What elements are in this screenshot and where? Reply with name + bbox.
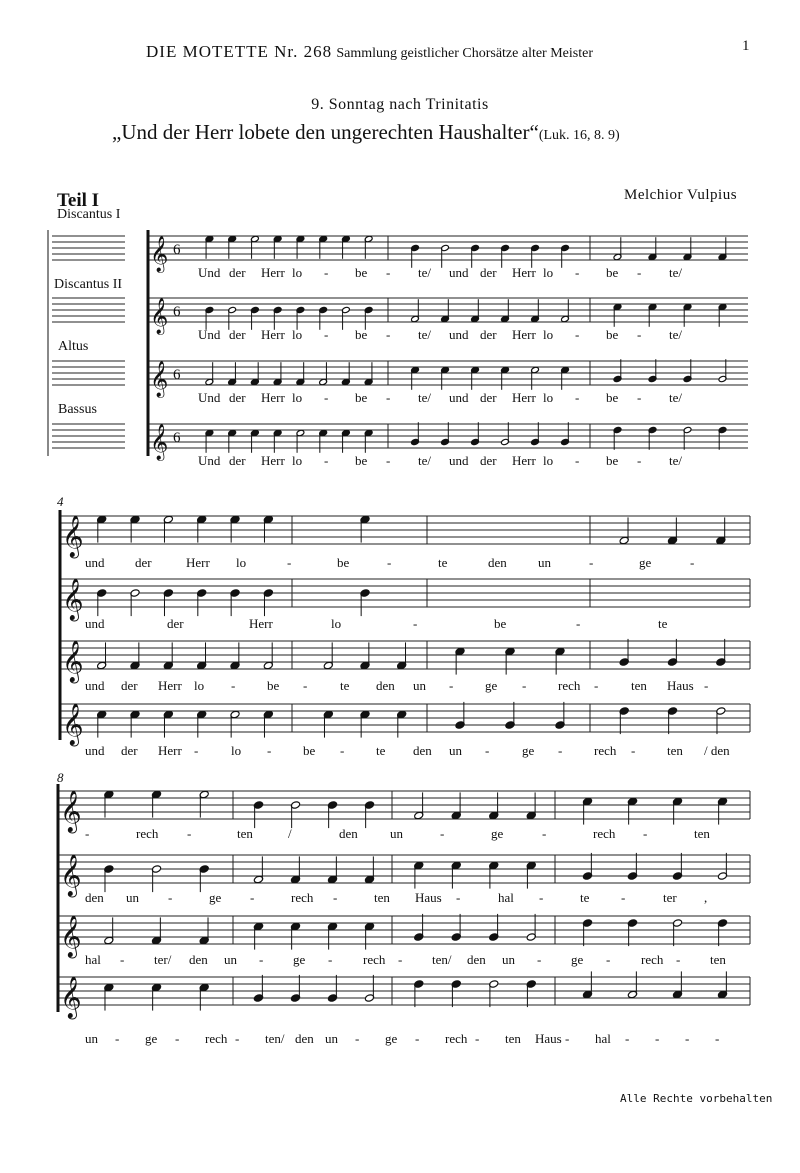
lyric-syllable: der — [229, 265, 246, 280]
treble-clef-icon: 𝄞 — [62, 514, 84, 557]
treble-clef-icon: 𝄞 — [150, 361, 169, 397]
lyric-syllable: - — [324, 265, 329, 280]
lyric-syllable: te — [376, 743, 386, 758]
lyric-syllable: ten — [710, 952, 726, 967]
lyric-syllable: - — [621, 890, 626, 905]
lyric-syllable: lo — [543, 390, 554, 405]
lyric-syllable: te/ — [669, 390, 682, 405]
lyric-syllable: ten — [631, 678, 647, 693]
lyric-syllable: und — [85, 743, 105, 758]
lyric-syllable: ten/ — [265, 1031, 285, 1046]
lyric-syllable: - — [231, 678, 236, 693]
lyric-syllable: un — [85, 1031, 98, 1046]
lyric-syllable: be — [606, 265, 619, 280]
lyric-syllable: Und — [198, 390, 221, 405]
treble-clef-icon: 𝄞 — [62, 639, 84, 682]
treble-clef-icon: 𝄞 — [150, 424, 169, 460]
lyric-syllable: te/ — [669, 265, 682, 280]
lyric-syllable: Herr — [261, 327, 285, 342]
lyric-syllable: ten — [374, 890, 390, 905]
lyric-syllable: lo — [292, 265, 303, 280]
lyric-syllable: rech — [445, 1031, 468, 1046]
lyric-syllable: te/ — [418, 265, 431, 280]
lyric-syllable: - — [235, 1031, 240, 1046]
treble-clef-icon: 𝄞 — [150, 298, 169, 334]
lyric-syllable: Haus — [415, 890, 442, 905]
treble-clef-icon: 𝄞 — [60, 975, 82, 1018]
lyric-syllable: be — [337, 555, 350, 570]
lyric-syllable: - — [194, 743, 199, 758]
lyric-syllable: und — [85, 555, 105, 570]
lyric-syllable: - — [475, 1031, 480, 1046]
lyric-syllable: den — [295, 1031, 314, 1046]
lyric-syllable: lo — [292, 390, 303, 405]
lyric-syllable: - — [415, 1031, 420, 1046]
lyric-syllable: - — [398, 952, 403, 967]
lyric-syllable: Herr — [512, 390, 536, 405]
lyric-syllable: und — [449, 327, 469, 342]
lyric-syllable: - — [565, 1031, 570, 1046]
lyric-syllable: - — [575, 327, 580, 342]
lyric-syllable: te — [580, 890, 590, 905]
lyric-syllable: - — [685, 1031, 690, 1046]
lyric-syllable: - — [340, 743, 345, 758]
lyric-syllable: ge — [209, 890, 222, 905]
lyric-syllable: be — [355, 265, 368, 280]
lyric-syllable: der — [480, 265, 497, 280]
lyric-syllable: ter/ — [154, 952, 172, 967]
lyric-syllable: rech — [205, 1031, 228, 1046]
lyric-syllable: - — [386, 265, 391, 280]
lyric-syllable: - — [287, 555, 292, 570]
lyric-syllable: Herr — [158, 743, 182, 758]
time-signature: 6 — [173, 304, 181, 320]
voice-label-discantus-1: Discantus I — [57, 207, 121, 222]
lyric-syllable: - — [575, 390, 580, 405]
lyric-syllable: - — [324, 390, 329, 405]
composer-name: Melchior Vulpius — [624, 187, 738, 203]
lyric-syllable: den — [488, 555, 507, 570]
lyric-syllable: - — [637, 453, 642, 468]
lyric-syllable: - — [704, 678, 709, 693]
lyric-syllable: der — [121, 743, 138, 758]
voice-label-altus: Altus — [58, 339, 89, 354]
lyric-syllable: te/ — [669, 453, 682, 468]
lyric-syllable: ge — [385, 1031, 398, 1046]
lyric-syllable: der — [229, 453, 246, 468]
lyric-syllable: - — [175, 1031, 180, 1046]
lyric-syllable: der — [229, 390, 246, 405]
lyric-syllable: un — [449, 743, 462, 758]
treble-clef-icon: 𝄞 — [60, 789, 82, 832]
lyric-syllable: Herr — [261, 453, 285, 468]
lyric-syllable: den — [467, 952, 486, 967]
lyric-syllable: und — [449, 390, 469, 405]
lyric-syllable: - — [168, 890, 173, 905]
lyric-syllable: lo — [543, 265, 554, 280]
lyric-syllable: ter — [663, 890, 677, 905]
lyric-syllable: te/ — [418, 327, 431, 342]
lyric-syllable: ge — [145, 1031, 158, 1046]
series-main: DIE MOTETTE Nr. 268 — [146, 42, 333, 61]
lyric-syllable: Haus — [667, 678, 694, 693]
lyric-syllable: - — [115, 1031, 120, 1046]
lyric-syllable: ge — [571, 952, 584, 967]
lyric-syllable: rech — [593, 826, 616, 841]
lyric-syllable: - — [631, 743, 636, 758]
lyric-syllable: - — [539, 890, 544, 905]
lyric-syllable: ge — [522, 743, 535, 758]
lyric-syllable: den — [339, 826, 358, 841]
piece-title-text: „Und der Herr lobete den ungerechten Haushalter“ — [112, 120, 539, 144]
lyric-syllable: den — [85, 890, 104, 905]
lyric-syllable: rech — [594, 743, 617, 758]
lyric-syllable: und — [449, 265, 469, 280]
treble-clef-icon: 𝄞 — [62, 577, 84, 620]
lyric-syllable: Und — [198, 265, 221, 280]
voice-label-discantus-2: Discantus II — [54, 277, 123, 292]
lyric-syllable: rech — [363, 952, 386, 967]
lyric-syllable: hal — [595, 1031, 611, 1046]
lyric-syllable: Herr — [512, 327, 536, 342]
lyric-syllable: - — [387, 555, 392, 570]
lyric-syllable: be — [355, 453, 368, 468]
lyric-syllable: - — [575, 453, 580, 468]
lyric-syllable: - — [576, 616, 581, 631]
lyric-syllable: hal — [498, 890, 514, 905]
lyric-syllable: - — [715, 1031, 720, 1046]
rights-notice: Alle Rechte vorbehalten — [620, 1092, 773, 1105]
lyric-syllable: und — [85, 616, 105, 631]
lyric-syllable: - — [120, 952, 125, 967]
lyric-syllable: un — [502, 952, 515, 967]
lyric-syllable: - — [386, 453, 391, 468]
lyric-syllable: Herr — [158, 678, 182, 693]
lyric-syllable: ten/ — [432, 952, 452, 967]
lyric-syllable: lo — [292, 453, 303, 468]
page-number: 1 — [742, 38, 750, 54]
voice-label-bassus: Bassus — [58, 402, 97, 417]
lyric-syllable: un — [538, 555, 551, 570]
lyric-syllable: - — [690, 555, 695, 570]
lyric-syllable: - — [606, 952, 611, 967]
lyric-syllable: - — [537, 952, 542, 967]
lyric-syllable: - — [485, 743, 490, 758]
lyric-syllable: te — [340, 678, 350, 693]
lyric-syllable: te — [658, 616, 668, 631]
treble-clef-icon: 𝄞 — [60, 914, 82, 957]
lyric-syllable: - — [333, 890, 338, 905]
lyric-syllable: - — [637, 390, 642, 405]
lyric-syllable: den — [413, 743, 432, 758]
lyric-syllable: lo — [194, 678, 205, 693]
lyric-syllable: - — [386, 327, 391, 342]
time-signature: 6 — [173, 242, 181, 258]
lyric-syllable: te/ — [418, 390, 431, 405]
lyric-syllable: - — [643, 826, 648, 841]
lyric-syllable: - — [594, 678, 599, 693]
lyric-syllable: ge — [491, 826, 504, 841]
lyric-syllable: Herr — [249, 616, 273, 631]
lyric-syllable: be — [355, 327, 368, 342]
lyric-syllable: te/ — [418, 453, 431, 468]
lyric-syllable: , — [704, 890, 708, 905]
lyric-syllable: der — [480, 327, 497, 342]
lyric-syllable: ge — [293, 952, 306, 967]
lyric-syllable: Und — [198, 453, 221, 468]
lyric-syllable: be — [606, 327, 619, 342]
treble-clef-icon: 𝄞 — [150, 236, 169, 272]
lyric-syllable: - — [267, 743, 272, 758]
treble-clef-icon: 𝄞 — [62, 702, 84, 745]
lyric-syllable: - — [456, 890, 461, 905]
lyric-syllable: - — [625, 1031, 630, 1046]
lyric-syllable: / — [288, 826, 292, 841]
lyric-syllable: un — [224, 952, 237, 967]
lyric-syllable: un — [390, 826, 403, 841]
lyric-syllable: der — [121, 678, 138, 693]
lyric-syllable: und — [449, 453, 469, 468]
lyric-syllable: - — [328, 952, 333, 967]
measure-number: 4 — [57, 494, 64, 509]
lyric-syllable: be — [303, 743, 316, 758]
lyric-syllable: - — [250, 890, 255, 905]
lyric-syllable: - — [676, 952, 681, 967]
lyric-syllable: rech — [558, 678, 581, 693]
lyric-syllable: rech — [136, 826, 159, 841]
lyric-syllable: hal — [85, 952, 101, 967]
lyric-syllable: der — [480, 390, 497, 405]
time-signature: 6 — [173, 367, 181, 383]
lyric-syllable: ge — [639, 555, 652, 570]
lyric-syllable: - — [522, 678, 527, 693]
lyric-syllable: Herr — [261, 265, 285, 280]
lyric-syllable: - — [449, 678, 454, 693]
lyric-syllable: Und — [198, 327, 221, 342]
lyric-syllable: der — [229, 327, 246, 342]
lyric-syllable: ten — [505, 1031, 521, 1046]
measure-number: 8 — [57, 770, 64, 785]
lyric-syllable: be — [355, 390, 368, 405]
lyric-syllable: - — [386, 390, 391, 405]
lyric-syllable: Herr — [261, 390, 285, 405]
lyric-syllable: un — [413, 678, 426, 693]
lyric-syllable: den — [189, 952, 208, 967]
lyric-syllable: der — [135, 555, 152, 570]
lyric-syllable: lo — [543, 453, 554, 468]
series-sub: Sammlung geistlicher Chorsätze alter Meister — [336, 46, 593, 61]
lyric-syllable: - — [589, 555, 594, 570]
scripture-reference: (Luk. 16, 8. 9) — [538, 128, 620, 143]
lyric-syllable: rech — [291, 890, 314, 905]
treble-clef-icon: 𝄞 — [60, 853, 82, 896]
time-signature: 6 — [173, 430, 181, 446]
lyric-syllable: - — [303, 678, 308, 693]
lyric-syllable: lo — [331, 616, 342, 631]
lyric-syllable: - — [187, 826, 192, 841]
lyric-syllable: - — [85, 826, 90, 841]
lyric-syllable: - — [558, 743, 563, 758]
lyric-syllable: ge — [485, 678, 498, 693]
lyric-syllable: rech — [641, 952, 664, 967]
lyric-syllable: - — [324, 453, 329, 468]
lyric-syllable: lo — [231, 743, 242, 758]
lyric-syllable: - — [324, 327, 329, 342]
lyric-syllable: lo — [236, 555, 247, 570]
lyric-syllable: der — [167, 616, 184, 631]
lyric-syllable: be — [606, 453, 619, 468]
lyric-syllable: un — [126, 890, 139, 905]
lyric-syllable: un — [325, 1031, 338, 1046]
lyric-syllable: den — [376, 678, 395, 693]
lyric-syllable: lo — [543, 327, 554, 342]
lyric-syllable: lo — [292, 327, 303, 342]
lyric-syllable: ten — [237, 826, 253, 841]
lyric-syllable: be — [494, 616, 507, 631]
lyric-syllable: te — [438, 555, 448, 570]
occasion-subtitle: 9. Sonntag nach Trinitatis — [311, 96, 489, 113]
lyric-syllable: - — [637, 327, 642, 342]
lyric-syllable: / den — [704, 743, 730, 758]
lyric-syllable: ten — [667, 743, 683, 758]
lyric-syllable: - — [413, 616, 418, 631]
lyric-syllable: - — [355, 1031, 360, 1046]
lyric-syllable: Herr — [512, 453, 536, 468]
lyric-syllable: - — [575, 265, 580, 280]
lyric-syllable: - — [655, 1031, 660, 1046]
lyric-syllable: der — [480, 453, 497, 468]
lyric-syllable: ten — [694, 826, 710, 841]
lyric-syllable: be — [267, 678, 280, 693]
lyric-syllable: - — [440, 826, 445, 841]
part-label: Teil I — [57, 190, 100, 211]
lyric-syllable: be — [606, 390, 619, 405]
lyric-syllable: - — [542, 826, 547, 841]
lyric-syllable: te/ — [669, 327, 682, 342]
lyric-syllable: Herr — [512, 265, 536, 280]
lyric-syllable: Herr — [186, 555, 210, 570]
lyric-syllable: Haus — [535, 1031, 562, 1046]
lyric-syllable: und — [85, 678, 105, 693]
lyric-syllable: - — [637, 265, 642, 280]
lyric-syllable: - — [259, 952, 264, 967]
